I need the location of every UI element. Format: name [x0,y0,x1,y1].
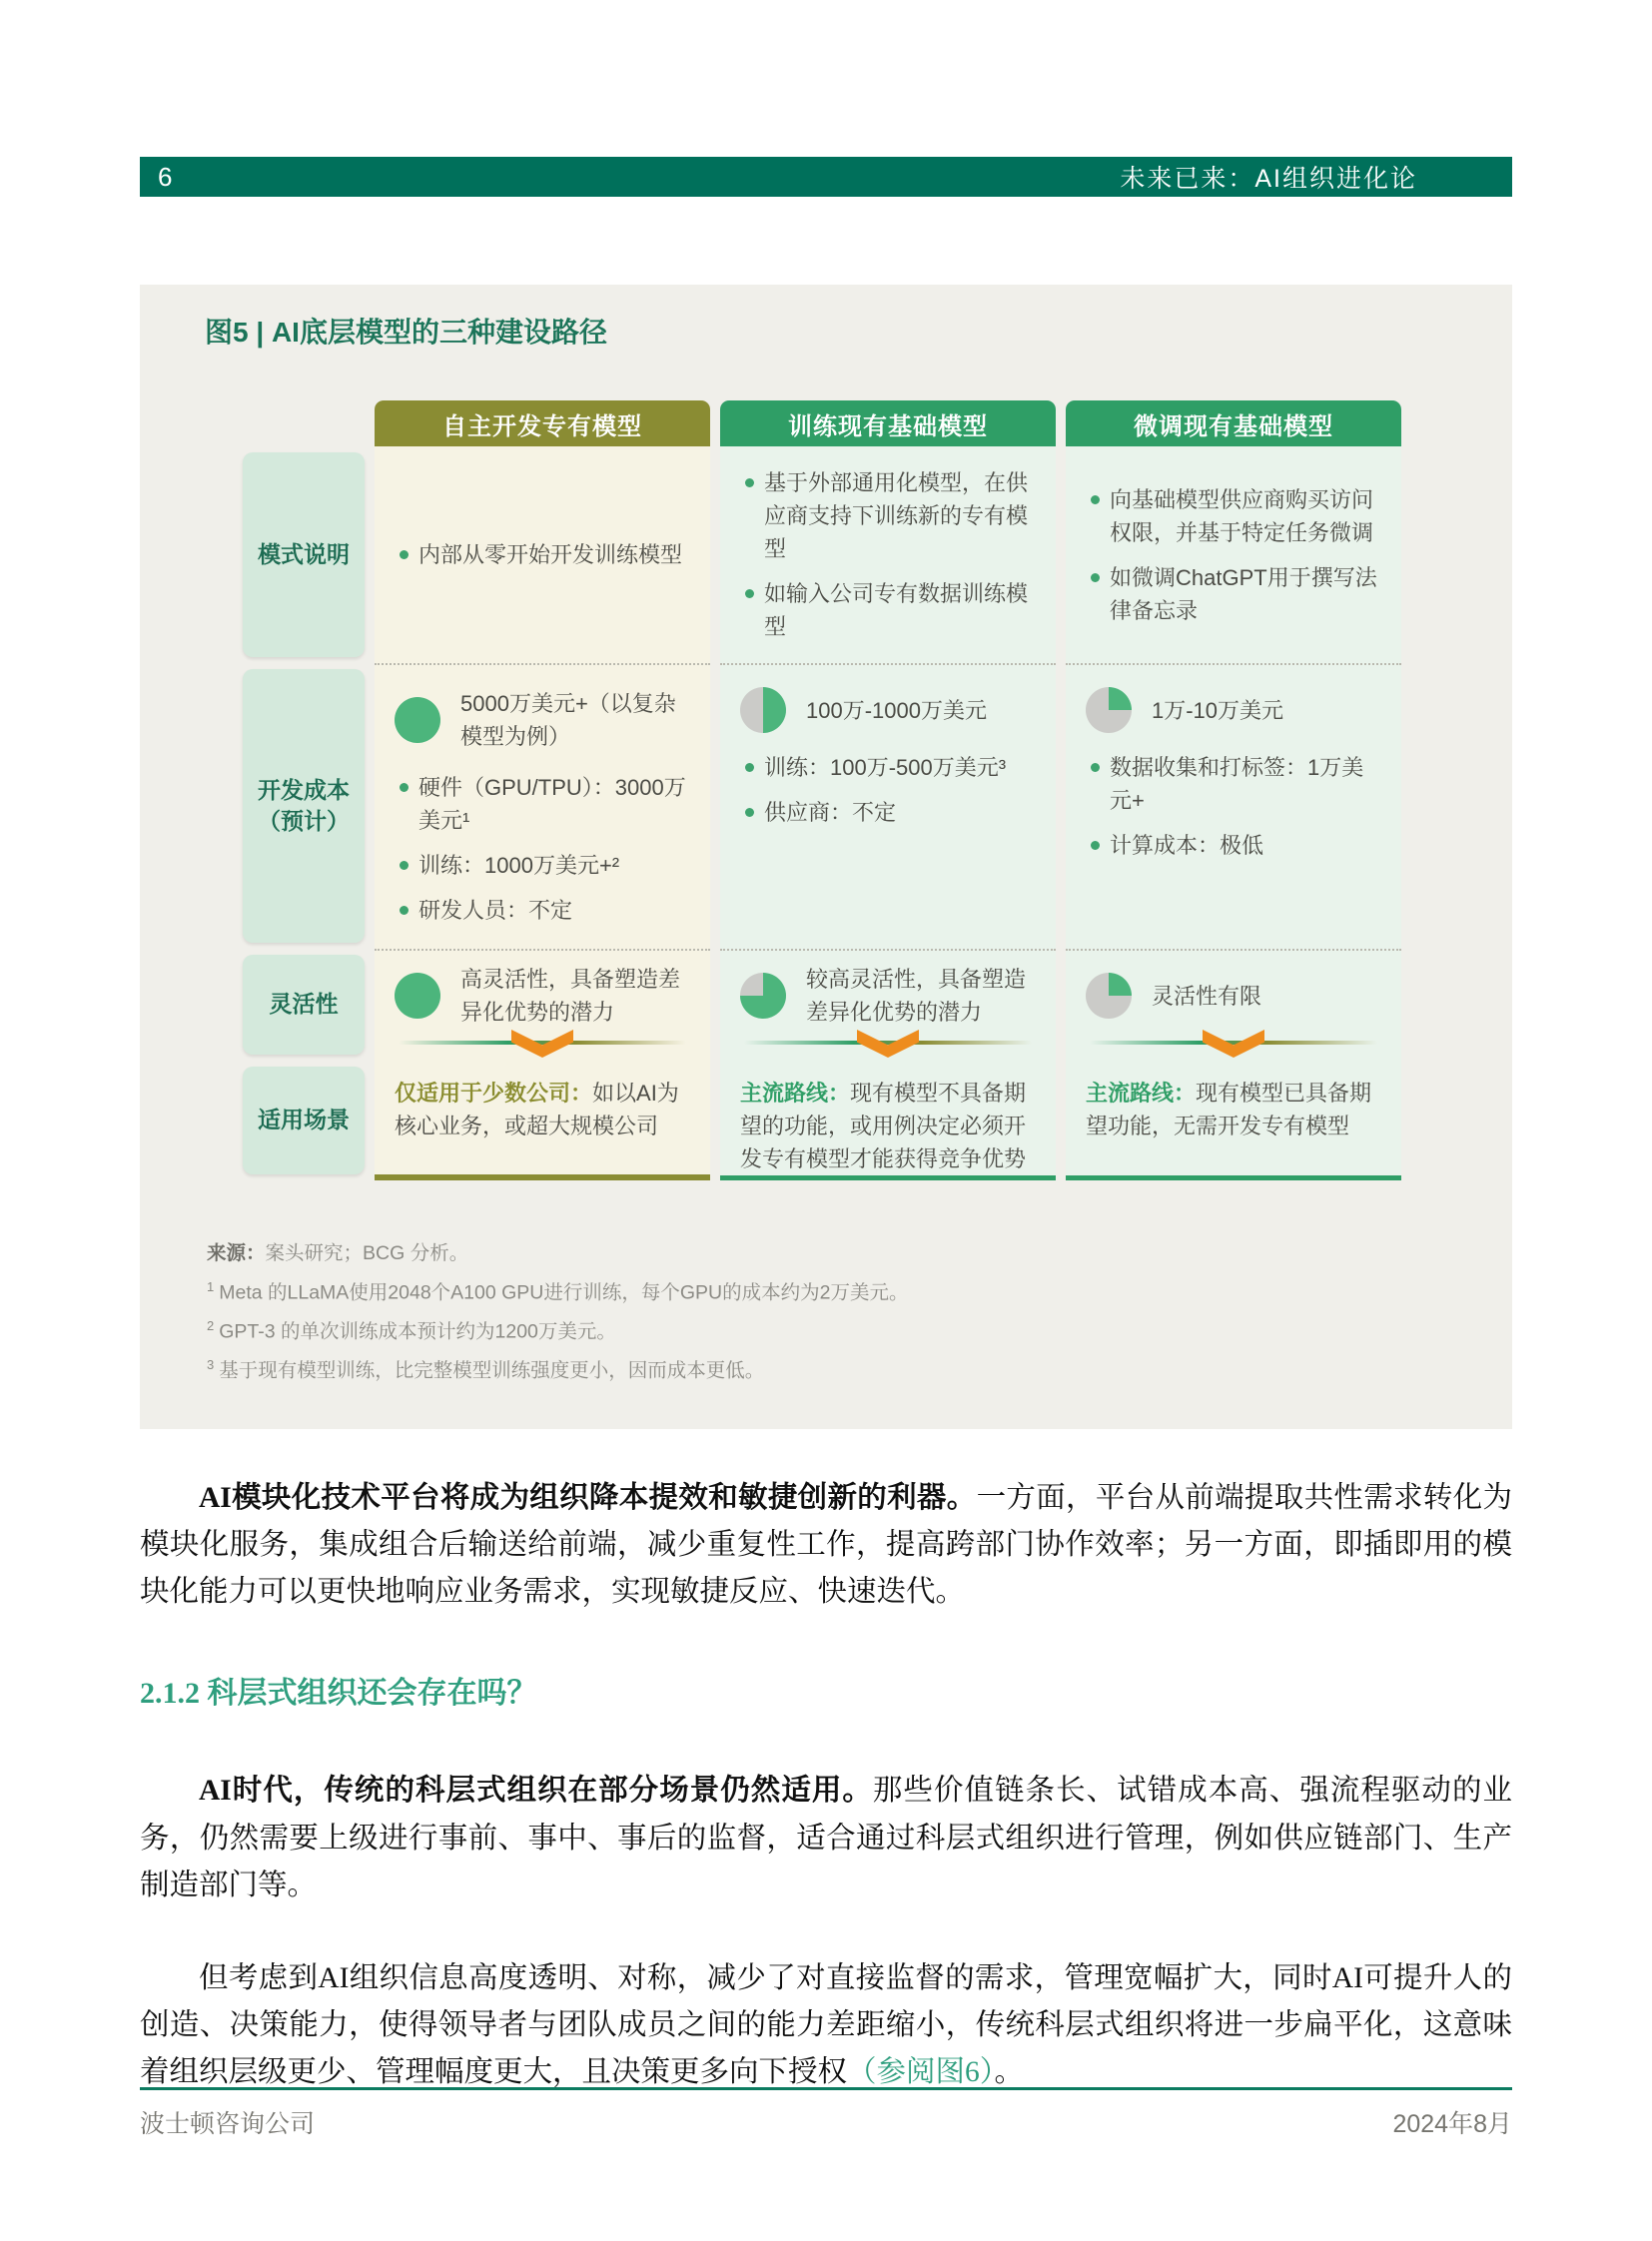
table-corner-spacer [243,400,365,446]
scenario-text: 现有模型已具备期望功能，无需开发专有模型 [1086,1081,1372,1138]
figure-footnotes [207,1238,1447,1387]
row-label-cost: 开发成本（预计） [243,669,365,943]
paragraph-text: 但考虑到AI组织信息高度透明、对称，减少了对直接监督的需求，管理宽幅扩大，同时AI可提升人的创造、决策能力，使得领导者与团队成员之间的能力差距缩小，传统科层式组织将进一步扁平化，这意味着组织层级更少、管理幅度更大，且决策更多向下授权 [140,1961,1512,2089]
bullet-item: 如输入公司专有数据训练模型 [740,577,1036,643]
scenario-lead: 主流路线： [740,1081,851,1106]
source-text: 案头研究；BCG 分析。 [265,1242,469,1264]
footnote-text: GPT-3 的单次训练成本预计约为1200万美元。 [219,1320,616,1343]
paragraph-rest: 那些价值链条长、试错成本高、强流程驱动的业务，仍然需要上级进行事前、事中、事后的监督，适合通过科层式组织进行管理，例如供应链部门、生产制造部门等。 [140,1775,1512,1901]
harvey-ball-icon [740,687,786,733]
page-header-bar [140,157,1512,197]
page-number: 6 [158,161,173,192]
footnote-text: Meta 的LLaMA使用2048个A100 GPU进行训练，每个GPU的成本约为2万美元。 [219,1281,909,1304]
paragraph-hierarchy-fit [140,1768,1512,1909]
scenario-lead: 主流路线： [1086,1081,1197,1106]
cell-mode-self-develop [375,446,710,663]
figure-6-reference-link[interactable]: （参阅图6） [847,2056,995,2089]
bullet-item: 研发人员：不定 [395,894,690,927]
cost-headline: 100万-1000万美元 [806,697,987,723]
paragraph-rest: 一方面，平台从前端提取共性需求转化为模块化服务，集成组合后输送给前端，减少重复性工作，提高跨部门协作效率；另一方面，即插即用的模块化能力可以更快地响应业务需求，实现敏捷反应、快速迭代。 [140,1481,1512,1609]
mode-bullet-list [395,526,690,583]
footnote [207,1354,1447,1387]
cell-cost-train-existing [720,663,1056,949]
cell-cost-finetune-existing [1066,663,1401,949]
paragraph-lead: AI模块化技术平台将成为组织降本提效和敏捷创新的利器。 [199,1481,977,1514]
paragraph-platform [140,1475,1512,1617]
harvey-ball-icon [395,973,440,1019]
flexibility-headline: 高灵活性，具备塑造差异化优势的潜力 [460,967,681,1025]
section-heading-2-1-2: 2.1.2 科层式组织还会存在吗？ [140,1677,537,1711]
cell-flex-finetune-existing [1066,949,1401,1061]
cell-scenario-finetune-existing [1066,1061,1401,1180]
body-text [140,1475,1512,2097]
gradient-line [1090,1041,1377,1045]
footnote-marker: 1 [207,1278,215,1294]
cell-scenario-train-existing [720,1061,1056,1180]
scenario-text: 现有模型不具备期望的功能，或用例决定必须开发专有模型才能获得竞争优势 [740,1081,1027,1171]
cost-bullet-list [740,751,1036,829]
gradient-line [399,1041,686,1045]
bullet-item: 计算成本：极低 [1086,829,1381,862]
footer-company: 波士顿咨询公司 [140,2110,316,2138]
harvey-ball-icon [740,973,786,1019]
cell-cost-self-develop [375,663,710,949]
page-footer [140,2087,1512,2140]
cost-bullet-list [1086,751,1381,862]
figure-title: 图5 | AI底层模型的三种建设路径 [205,317,607,348]
cost-headline: 1万-10万美元 [1152,697,1284,723]
row-label-mode: 模式说明 [243,452,365,657]
paragraph-end: 。 [994,2056,1025,2089]
bullet-item: 基于外部通用化模型，在供应商支持下训练新的专有模型 [740,466,1036,565]
bullet-item: 数据收集和打标签：1万美元+ [1086,751,1381,817]
bullet-item: 硬件（GPU/TPU）：3000万美元¹ [395,771,690,837]
harvey-ball-icon [1086,973,1132,1019]
footnote-text: 基于现有模型训练，比完整模型训练强度更小，因而成本更低。 [219,1359,765,1382]
scenario-text: 如以AI为核心业务，或超大规模公司 [395,1081,679,1138]
harvey-ball-icon [1086,687,1132,733]
source-line [207,1238,1447,1270]
footnote [207,1315,1447,1348]
row-label-scenario: 适用场景 [243,1067,365,1174]
bullet-item: 向基础模型供应商购买访问权限，并基于特定任务微调 [1086,483,1381,549]
column-header-train-existing: 训练现有基础模型 [720,400,1056,446]
paragraph-flattening [140,1955,1512,2097]
footnote-marker: 2 [207,1317,215,1333]
bullet-item: 供应商：不定 [740,796,1036,829]
cell-flex-train-existing [720,949,1056,1061]
row-label-flexibility: 灵活性 [243,955,365,1055]
scenario-lead: 仅适用于少数公司： [395,1081,593,1106]
bullet-item: 训练：100万-500万美元³ [740,751,1036,784]
mode-bullet-list [1086,471,1381,639]
gradient-chevron-divider [740,1029,1036,1059]
cost-headline: 5000万美元+（以复杂模型为例） [460,691,676,749]
cell-scenario-self-develop [375,1061,710,1180]
harvey-ball-icon [395,697,440,743]
cell-flex-self-develop [375,949,710,1061]
gradient-chevron-divider [395,1029,690,1059]
figure-table [243,400,1447,1180]
column-header-finetune-existing: 微调现有基础模型 [1066,400,1401,446]
bullet-item: 训练：1000万美元+² [395,849,690,882]
figure-panel [140,285,1512,1429]
paragraph-lead: AI时代，传统的科层式组织在部分场景仍然适用。 [199,1775,873,1808]
cell-mode-train-existing [720,446,1056,663]
gradient-line [744,1041,1032,1045]
source-label: 来源： [207,1242,266,1264]
flexibility-headline: 灵活性有限 [1152,983,1262,1009]
footnote [207,1276,1447,1309]
bullet-item: 如微调ChatGPT用于撰写法律备忘录 [1086,561,1381,627]
cost-bullet-list [395,771,690,927]
footnote-marker: 3 [207,1356,215,1372]
flexibility-headline: 较高灵活性，具备塑造差异化优势的潜力 [806,967,1027,1025]
mode-bullet-list [740,454,1036,655]
bullet-item: 内部从零开始开发训练模型 [395,538,690,571]
report-title: 未来已来：AI组织进化论 [1120,165,1417,193]
cell-mode-finetune-existing [1066,446,1401,663]
footer-date: 2024年8月 [1392,2110,1512,2138]
column-header-self-develop: 自主开发专有模型 [375,400,710,446]
gradient-chevron-divider [1086,1029,1381,1059]
